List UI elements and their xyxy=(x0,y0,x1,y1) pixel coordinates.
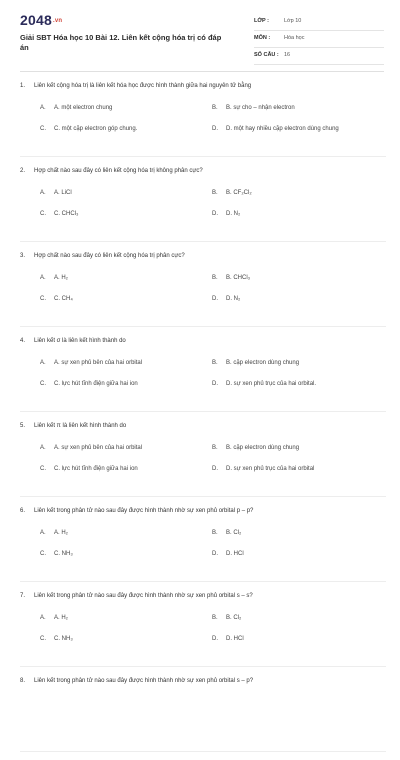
question-number: 4. xyxy=(20,338,26,344)
question-number: 5. xyxy=(20,423,26,429)
option-label: D. xyxy=(212,551,218,557)
question-text xyxy=(20,593,386,599)
option-text: A. H₂ xyxy=(54,275,68,281)
answer-option[interactable] xyxy=(40,190,72,196)
option-label: B. xyxy=(212,275,218,281)
option-label: A. xyxy=(40,190,46,196)
option-text: D. một hay nhiều cặp electron dùng chung xyxy=(226,126,339,132)
option-text: A. sự xen phủ bên của hai orbital xyxy=(54,445,143,451)
question-item xyxy=(20,505,386,582)
answer-option[interactable] xyxy=(212,296,240,302)
answer-option[interactable] xyxy=(40,126,137,132)
option-label: B. xyxy=(212,360,218,366)
question-stem: Hợp chất nào sau đây có liên kết cộng hóa trị phân cực? xyxy=(34,253,185,259)
option-label: A. xyxy=(40,275,46,281)
option-label: B. xyxy=(212,530,218,536)
option-label: C. xyxy=(40,466,46,472)
option-text: C. CHCl₃ xyxy=(54,211,79,217)
option-text: C. lực hút tĩnh điện giữa hai ion xyxy=(54,466,138,472)
option-text: D. HCl xyxy=(226,551,244,557)
answer-option[interactable] xyxy=(212,530,241,536)
option-label: D. xyxy=(212,466,218,472)
option-label: A. xyxy=(40,105,46,111)
question-stem: Liên kết trong phân tử nào sau đây được hình thành nhờ sự xen phủ orbital s – s? xyxy=(34,593,253,599)
answer-option[interactable] xyxy=(40,466,138,472)
question-stem: Liên kết trong phân tử nào sau đây được hình thành nhờ sự xen phủ orbital s – p? xyxy=(34,678,254,684)
question-stem: Liên kết trong phân tử nào sau đây được hình thành nhờ sự xen phủ orbital p – p? xyxy=(34,508,254,514)
option-label: A. xyxy=(40,615,46,621)
option-text: A. H₂ xyxy=(54,530,68,536)
question-list xyxy=(20,80,386,760)
option-label: D. xyxy=(212,296,218,302)
question-item xyxy=(20,250,386,327)
option-text: B. cặp electron dùng chung xyxy=(226,445,300,451)
meta-subject xyxy=(254,31,384,48)
answer-option[interactable] xyxy=(212,126,339,132)
option-text: D. N₂ xyxy=(226,211,241,217)
question-item xyxy=(20,420,386,497)
option-label: C. xyxy=(40,636,46,642)
question-item xyxy=(20,80,386,157)
answer-option[interactable] xyxy=(40,360,142,366)
answer-option[interactable] xyxy=(40,530,68,536)
meta-question-count xyxy=(254,48,384,65)
meta-key: SỐ CÂU : xyxy=(254,52,279,58)
question-item xyxy=(20,675,386,752)
answer-option[interactable] xyxy=(40,615,68,621)
option-label: B. xyxy=(212,615,218,621)
answer-option[interactable] xyxy=(212,615,241,621)
document-header xyxy=(0,0,400,66)
document-meta xyxy=(254,14,384,65)
option-text: C. một cặp electron góp chung. xyxy=(54,126,138,132)
meta-value: Hóa học xyxy=(284,35,305,41)
option-label: C. xyxy=(40,381,46,387)
meta-value: 16 xyxy=(284,52,291,58)
question-number: 6. xyxy=(20,508,26,514)
option-text: B. Cl₂ xyxy=(226,530,242,536)
option-text: B. CHCl₃ xyxy=(226,275,251,281)
option-text: D. HCl xyxy=(226,636,244,642)
option-label: B. xyxy=(212,105,218,111)
option-label: D. xyxy=(212,126,218,132)
option-label: A. xyxy=(40,445,46,451)
option-text: B. Cl₂ xyxy=(226,615,242,621)
option-text: D. sự xen phủ trục của hai orbital xyxy=(226,466,315,472)
answer-option[interactable] xyxy=(212,211,240,217)
option-label: C. xyxy=(40,126,46,132)
question-item xyxy=(20,590,386,667)
answer-option[interactable] xyxy=(40,636,73,642)
option-label: C. xyxy=(40,211,46,217)
answer-option[interactable] xyxy=(40,211,78,217)
answer-option[interactable] xyxy=(40,275,68,281)
question-number: 1. xyxy=(20,83,26,89)
meta-grade xyxy=(254,14,384,31)
option-label: B. xyxy=(212,190,218,196)
option-text: A. H₂ xyxy=(54,615,68,621)
meta-key: LỚP : xyxy=(254,18,269,24)
option-text: C. NH₃ xyxy=(54,551,73,557)
question-item xyxy=(20,335,386,412)
answer-option[interactable] xyxy=(212,445,299,451)
question-number: 3. xyxy=(20,253,26,259)
answer-option[interactable] xyxy=(40,551,73,557)
answer-option[interactable] xyxy=(40,381,138,387)
option-text: A. một electron chung xyxy=(54,105,113,111)
answer-option[interactable] xyxy=(40,445,142,451)
header-divider xyxy=(20,71,384,72)
option-label: C. xyxy=(40,296,46,302)
answer-option[interactable] xyxy=(40,105,112,111)
answer-option[interactable] xyxy=(212,105,295,111)
answer-option[interactable] xyxy=(212,466,314,472)
answer-option[interactable] xyxy=(212,381,316,387)
question-text xyxy=(20,253,386,259)
answer-option[interactable] xyxy=(212,636,244,642)
answer-option[interactable] xyxy=(40,296,73,302)
answer-option[interactable] xyxy=(212,360,299,366)
question-number: 2. xyxy=(20,168,26,174)
question-text xyxy=(20,83,386,89)
question-stem: Liên kết π là liên kết hình thành do xyxy=(34,423,127,429)
option-text: B. CF₂Cl₂ xyxy=(226,190,252,196)
question-stem: Liên kết cộng hóa trị là liên kết hóa học được hình thành giữa hai nguyên tử bằng xyxy=(34,83,252,89)
question-number: 8. xyxy=(20,678,26,684)
meta-value: Lớp 10 xyxy=(284,18,302,24)
option-text: C. CH₄ xyxy=(54,296,73,302)
option-label: B. xyxy=(212,445,218,451)
option-text: B. sự cho – nhận electron xyxy=(226,105,295,111)
option-label: D. xyxy=(212,636,218,642)
option-label: D. xyxy=(212,211,218,217)
option-label: D. xyxy=(212,381,218,387)
option-text: D. sự xen phủ trục của hai orbital. xyxy=(226,381,317,387)
answer-option[interactable] xyxy=(212,190,252,196)
question-item xyxy=(20,165,386,242)
question-text xyxy=(20,508,386,514)
option-text: B. cặp electron dùng chung xyxy=(226,360,300,366)
option-text: C. NH₃ xyxy=(54,636,73,642)
option-text: C. lực hút tĩnh điện giữa hai ion xyxy=(54,381,138,387)
answer-option[interactable] xyxy=(212,275,250,281)
page-title: Giải SBT Hóa học 10 Bài 12. Liên kết cộng hóa trị có đáp án xyxy=(20,33,222,52)
answer-option[interactable] xyxy=(212,551,244,557)
option-text: A. sự xen phủ bên của hai orbital xyxy=(54,360,143,366)
option-text: D. N₂ xyxy=(226,296,241,302)
question-text xyxy=(20,678,386,684)
meta-key: MÔN : xyxy=(254,35,271,41)
question-text xyxy=(20,423,386,429)
question-stem: Hợp chất nào sau đây có liên kết cộng hóa trị không phân cực? xyxy=(34,168,203,174)
site-logo[interactable]: 2048.vn xyxy=(20,12,63,28)
option-text: A. LiCl xyxy=(54,190,72,196)
option-label: A. xyxy=(40,530,46,536)
question-text xyxy=(20,168,386,174)
question-text xyxy=(20,338,386,344)
question-stem: Liên kết σ là liên kết hình thành do xyxy=(34,338,126,344)
question-number: 7. xyxy=(20,593,26,599)
option-label: C. xyxy=(40,551,46,557)
option-label: A. xyxy=(40,360,46,366)
